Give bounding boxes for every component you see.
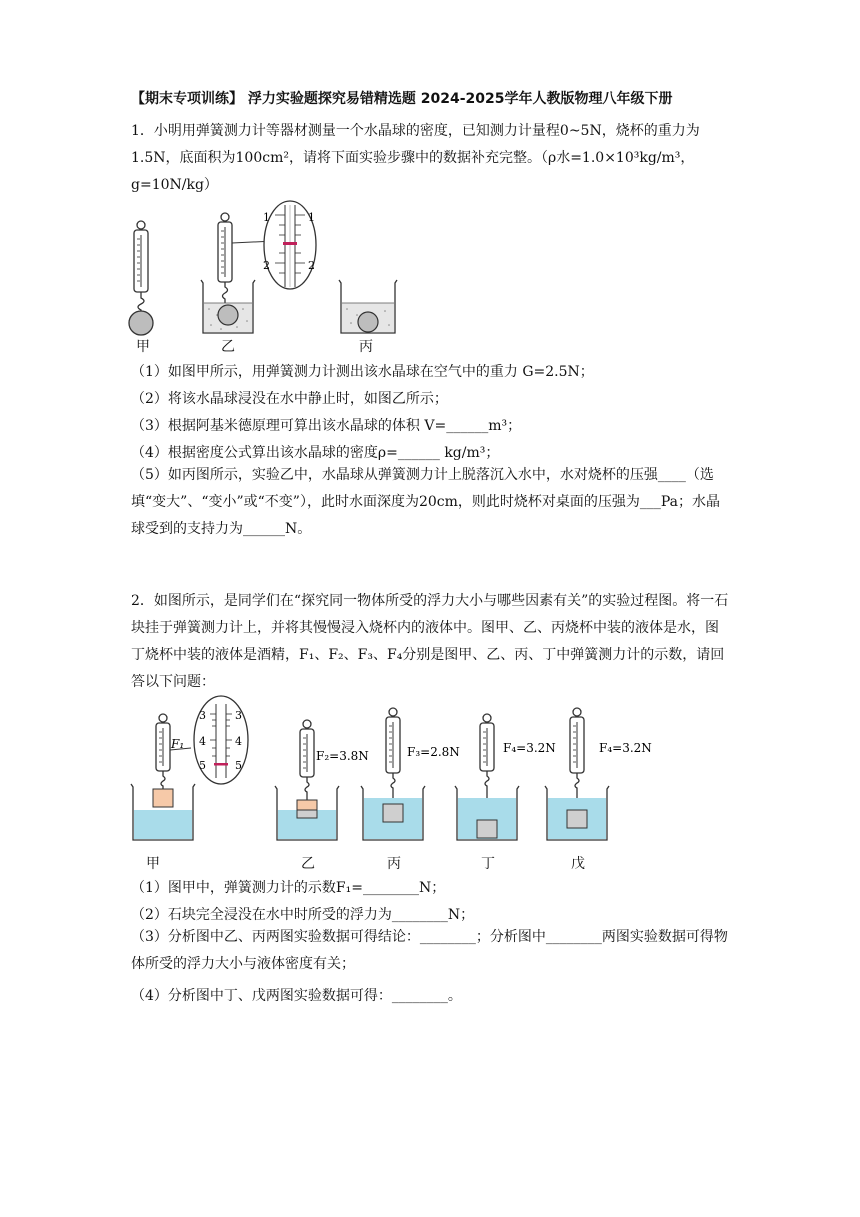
q2-setup-yi bbox=[275, 720, 339, 840]
q1-fig-label-bing: 丙 bbox=[359, 339, 373, 355]
q1-zoom-tick-2-right: 2 bbox=[308, 259, 315, 272]
q2-force-label-f1: F₁ bbox=[171, 737, 185, 751]
q2-zoom-tick-5-left: 5 bbox=[199, 759, 206, 772]
q2-zoom-tick-4-right: 4 bbox=[235, 735, 242, 748]
q1-fig-label-jia: 甲 bbox=[136, 339, 150, 355]
page-title: 【期末专项训练】 浮力实验题探究易错精选题 2024-2025学年人教版物理八年级下册 bbox=[131, 91, 673, 107]
q1-scale-zoom bbox=[263, 201, 316, 289]
q2-fig-label-wu: 戊 bbox=[571, 856, 585, 872]
q1-figure bbox=[125, 205, 445, 355]
q2-fig-label-jia: 甲 bbox=[146, 856, 160, 872]
q2-setup-jia bbox=[131, 696, 248, 840]
q2-figure bbox=[125, 700, 685, 850]
q2-question-1: （1）图甲中，弹簧测力计的示数F₁=________N； bbox=[131, 880, 446, 896]
q1-zoom-tick-1-left: 1 bbox=[263, 211, 270, 224]
q1-zoom-tick-1-right: 1 bbox=[308, 211, 315, 224]
q2-fig-label-yi: 乙 bbox=[301, 856, 315, 872]
q1-step-4: （4）根据密度公式算出该水晶球的密度ρ=______ kg/m³； bbox=[131, 445, 500, 461]
q2-question-3: （3）分析图中乙、丙两图实验数据可得结论：________；分析图中________两图实验数据可得物体所受的浮力大小与液体密度有关； bbox=[131, 929, 728, 972]
q2-setup-bing bbox=[361, 708, 425, 840]
q1-step-3: （3）根据阿基米德原理可算出该水晶球的体积 V=______m³； bbox=[131, 418, 522, 434]
q2-force-label-f3: F₃=2.8N bbox=[407, 745, 460, 759]
q2-setup-ding bbox=[455, 714, 519, 840]
q2-zoom-tick-3-right: 3 bbox=[235, 709, 242, 722]
q2-question-2: （2）石块完全浸没在水中时所受的浮力为________N； bbox=[131, 907, 475, 923]
q1-beaker-bing bbox=[339, 280, 397, 333]
q1-fig-label-yi: 乙 bbox=[221, 339, 235, 355]
q1-step-1: （1）如图甲所示，用弹簧测力计测出该水晶球在空气中的重力 G=2.5N； bbox=[131, 364, 594, 380]
q2-force-label-f4-ding: F₄=3.2N bbox=[503, 741, 556, 755]
q2-zoom-tick-4-left: 4 bbox=[199, 735, 206, 748]
q1-scale-yi bbox=[201, 213, 275, 333]
q1-zoom-tick-2-left: 2 bbox=[263, 259, 270, 272]
q2-zoom-tick-5-right: 5 bbox=[235, 759, 242, 772]
q2-question-4: （4）分析图中丁、戊两图实验数据可得：________。 bbox=[131, 988, 462, 1004]
q1-step-2: （2）将该水晶球浸没在水中静止时，如图乙所示； bbox=[131, 391, 448, 407]
q2-zoom-tick-3-left: 3 bbox=[199, 709, 206, 722]
q2-fig-label-ding: 丁 bbox=[481, 856, 495, 872]
q2-fig-label-bing: 丙 bbox=[387, 856, 401, 872]
q1-intro: 1．小明用弹簧测力计等器材测量一个水晶球的密度，已知测力计量程0~5N，烧杯的重力为1.5N，底面积为100cm²，请将下面实验步骤中的数据补充完整。（ρ水=1.0×10³kg/m³，g=10N/kg） bbox=[131, 123, 700, 193]
q2-setup-wu bbox=[545, 708, 609, 840]
q2-force-label-f4-wu: F₄=3.2N bbox=[599, 741, 652, 755]
q1-step-5: （5）如丙图所示，实验乙中，水晶球从弹簧测力计上脱落沉入水中，水对烧杯的压强____（选填“变大”、“变小”或“不变”），此时水面深度为20cm，则此时烧杯对桌面的压强为___Pa；水晶球受到的支持力为______N。 bbox=[131, 467, 721, 537]
q2-force-label-f2: F₂=3.8N bbox=[316, 749, 369, 763]
q1-scale-jia bbox=[129, 221, 153, 335]
q2-intro: 2．如图所示，是同学们在“探究同一物体所受的浮力大小与哪些因素有关”的实验过程图。将一石块挂于弹簧测力计上，并将其慢慢浸入烧杯内的液体中。图甲、乙、丙烧杯中装的液体是水，图丁烧杯中装的液体是酒精，F₁、F₂、F₃、F₄分别是图甲、乙、丙、丁中弹簧测力计的示数，请回答以下问题： bbox=[131, 593, 729, 690]
